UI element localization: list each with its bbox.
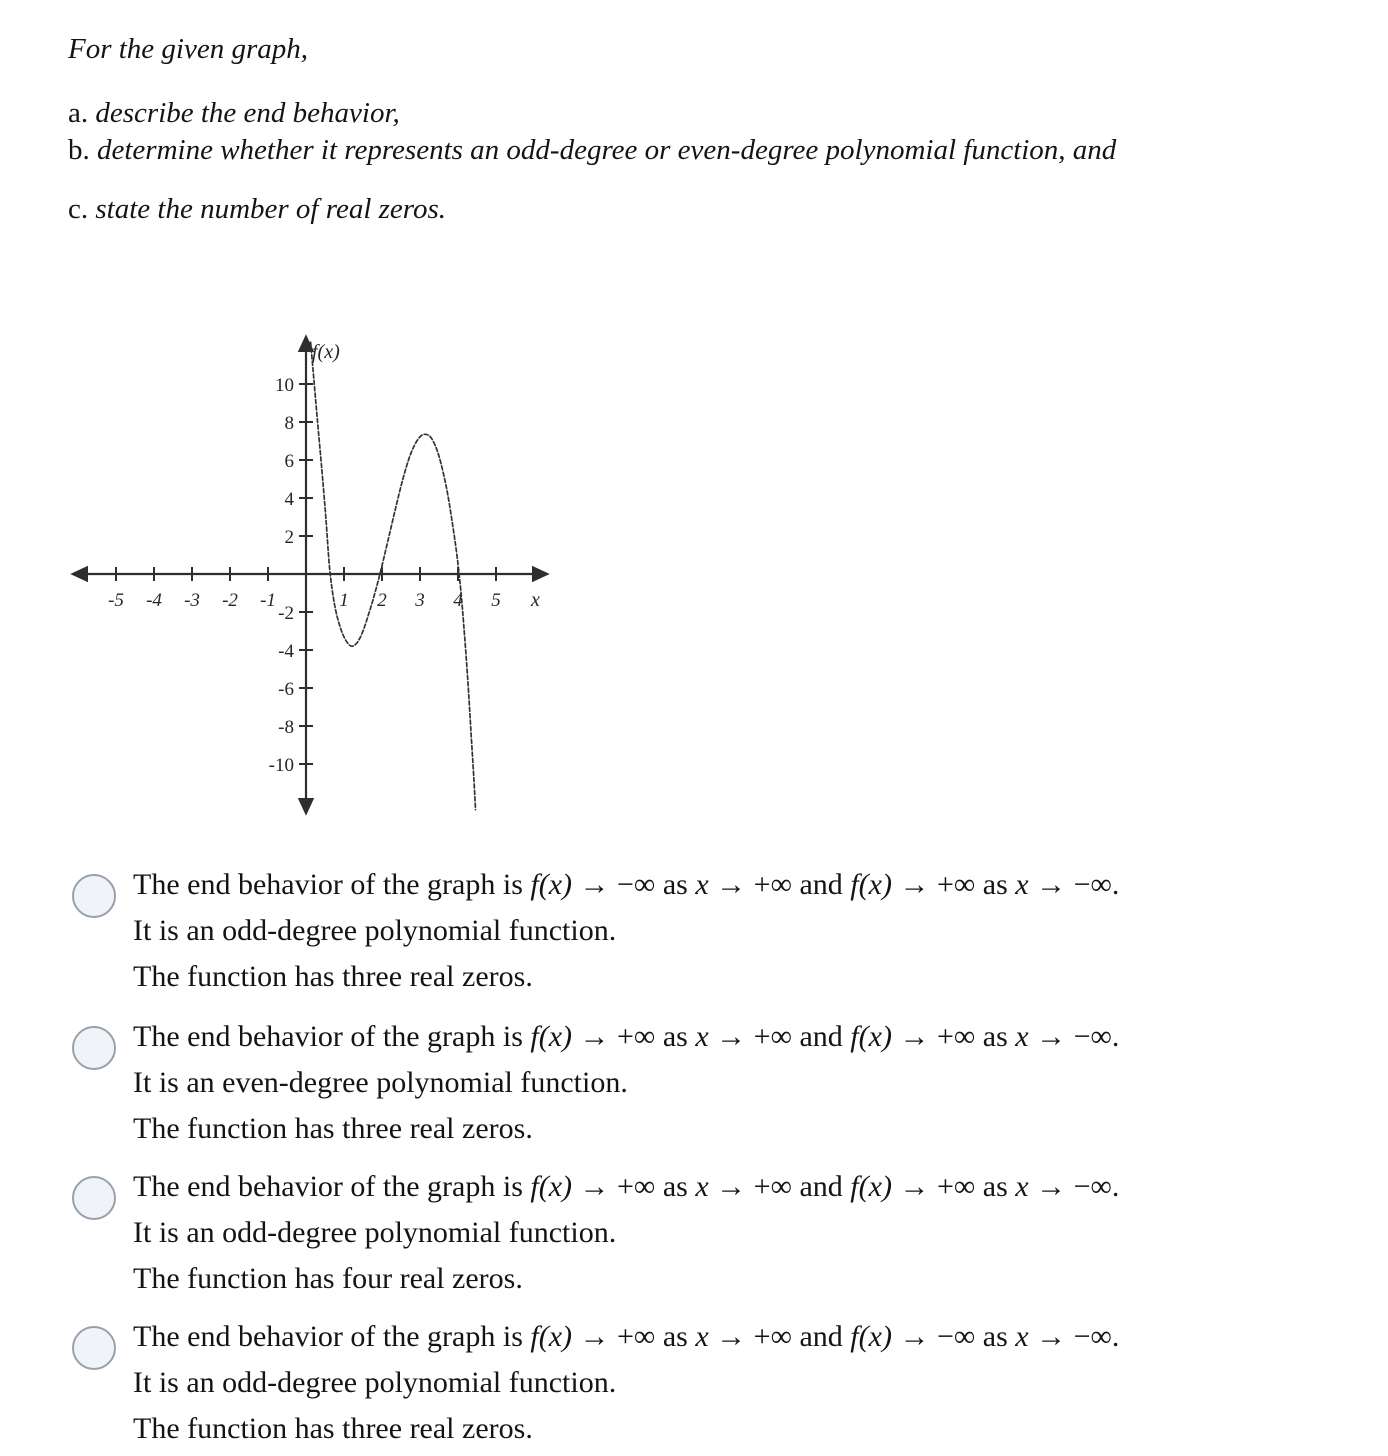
x-tick-label: 4 — [453, 590, 463, 611]
y-tick-label: -10 — [268, 755, 294, 776]
item-prefix: c. — [68, 193, 89, 225]
item-text: determine whether it represents an odd-degree or even-degree polynomial function, and — [97, 134, 1117, 166]
y-tick-label: 2 — [284, 527, 294, 548]
answer-option[interactable] — [72, 1014, 1119, 1152]
text-fragment: and — [799, 1020, 843, 1053]
text-fragment: +∞ — [617, 1020, 656, 1053]
text-fragment: +∞ — [617, 1170, 656, 1203]
y-tick-label: -2 — [278, 603, 294, 624]
text-fragment: and — [799, 868, 843, 901]
end-behavior-line — [133, 1164, 1119, 1210]
text-fragment: as — [662, 1320, 688, 1353]
text-fragment: as — [982, 868, 1008, 901]
math-symbol: x — [1015, 1320, 1029, 1353]
item-prefix: b. — [68, 134, 90, 166]
y-axis-label: f(x) — [312, 341, 340, 363]
text-fragment: +∞ — [753, 1020, 792, 1053]
math-symbol: f(x) — [530, 1170, 573, 1203]
math-symbol: x — [695, 868, 709, 901]
question-intro: For the given graph, — [68, 33, 309, 65]
math-symbol: x — [695, 1170, 709, 1203]
text-fragment: → — [899, 1320, 930, 1353]
zeros-line: The function has three real zeros. — [133, 960, 533, 993]
text-fragment: +∞ — [936, 1170, 976, 1203]
radio-button[interactable] — [72, 874, 116, 918]
y-tick-label: 8 — [284, 413, 294, 434]
y-tick-label: 6 — [284, 451, 294, 472]
text-fragment: → — [899, 1170, 930, 1203]
text-fragment: as — [662, 1020, 688, 1053]
question-item-c — [68, 193, 446, 226]
degree-line: It is an even-degree polynomial function. — [133, 1066, 628, 1099]
zeros-line: The function has three real zeros. — [133, 1412, 533, 1445]
text-fragment: → — [579, 1020, 610, 1053]
text-fragment: → — [899, 1020, 930, 1053]
math-symbol: f(x) — [530, 868, 573, 901]
answer-option[interactable] — [72, 1314, 1119, 1452]
y-tick-label: 10 — [275, 375, 294, 396]
math-symbol: f(x) — [850, 1320, 892, 1353]
math-symbol: f(x) — [850, 1020, 892, 1053]
radio-button[interactable] — [72, 1326, 116, 1370]
text-fragment: as — [662, 1170, 688, 1203]
zeros-line: The function has four real zeros. — [133, 1262, 523, 1295]
option-text — [133, 1314, 1119, 1452]
text-fragment: +∞ — [936, 868, 976, 901]
option-text — [133, 862, 1119, 1000]
zeros-line: The function has three real zeros. — [133, 1112, 533, 1145]
text-fragment: The end behavior of the graph is — [133, 1020, 523, 1053]
text-fragment: . — [1111, 1170, 1120, 1203]
text-fragment: +∞ — [753, 868, 792, 901]
end-behavior-line — [133, 1014, 1119, 1060]
text-fragment: → — [579, 1320, 610, 1353]
end-behavior-line — [133, 1314, 1119, 1360]
x-tick-label: -5 — [108, 590, 124, 611]
text-fragment: → — [716, 1020, 747, 1053]
text-fragment: → — [1036, 1170, 1067, 1203]
text-fragment: → — [579, 868, 610, 901]
text-fragment: +∞ — [617, 1320, 656, 1353]
x-axis-label: x — [531, 589, 540, 611]
radio-button[interactable] — [72, 1176, 116, 1220]
text-fragment: +∞ — [936, 1020, 976, 1053]
x-tick-label: 3 — [415, 590, 425, 611]
text-fragment: . — [1111, 1320, 1120, 1353]
text-fragment: and — [799, 1320, 843, 1353]
text-fragment: → — [1036, 1320, 1067, 1353]
math-symbol: f(x) — [530, 1320, 573, 1353]
degree-line: It is an odd-degree polynomial function. — [133, 914, 617, 947]
x-tick-label: 2 — [377, 590, 387, 611]
radio-button[interactable] — [72, 1026, 116, 1070]
text-fragment: as — [982, 1320, 1008, 1353]
text-fragment: . — [1111, 1020, 1120, 1053]
answer-option[interactable] — [72, 1164, 1119, 1302]
math-symbol: x — [1015, 868, 1029, 901]
math-symbol: f(x) — [850, 868, 892, 901]
math-symbol: x — [1015, 1020, 1029, 1053]
question-item-a — [68, 97, 400, 130]
answer-option[interactable] — [72, 862, 1119, 1000]
question-item-b — [68, 134, 1116, 167]
text-fragment: −∞ — [936, 1320, 976, 1353]
text-fragment: and — [799, 1170, 843, 1203]
text-fragment: −∞ — [1073, 1170, 1112, 1203]
text-fragment: as — [662, 868, 688, 901]
text-fragment: → — [1036, 1020, 1067, 1053]
text-fragment: → — [1036, 868, 1067, 901]
math-symbol: x — [695, 1320, 709, 1353]
polynomial-graph — [60, 312, 560, 827]
text-fragment: → — [716, 1320, 747, 1353]
text-fragment: as — [982, 1170, 1008, 1203]
math-symbol: f(x) — [530, 1020, 573, 1053]
text-fragment: as — [982, 1020, 1008, 1053]
math-symbol: f(x) — [850, 1170, 892, 1203]
option-text — [133, 1164, 1119, 1302]
text-fragment: The end behavior of the graph is — [133, 1320, 523, 1353]
degree-line: It is an odd-degree polynomial function. — [133, 1366, 617, 1399]
text-fragment: → — [579, 1170, 610, 1203]
option-text — [133, 1014, 1119, 1152]
function-curve — [311, 342, 476, 809]
text-fragment: . — [1111, 868, 1120, 901]
text-fragment: The end behavior of the graph is — [133, 1170, 523, 1203]
item-text: describe the end behavior, — [95, 97, 400, 129]
text-fragment: → — [899, 868, 930, 901]
text-fragment: −∞ — [1073, 1020, 1112, 1053]
x-tick-label: -3 — [184, 590, 200, 611]
x-tick-label: -2 — [222, 590, 238, 611]
text-fragment: +∞ — [753, 1170, 792, 1203]
text-fragment: → — [716, 868, 747, 901]
math-symbol: x — [1015, 1170, 1029, 1203]
end-behavior-line — [133, 862, 1119, 908]
text-fragment: → — [716, 1170, 747, 1203]
y-tick-label: -6 — [278, 679, 294, 700]
degree-line: It is an odd-degree polynomial function. — [133, 1216, 617, 1249]
text-fragment: −∞ — [1073, 868, 1112, 901]
x-tick-label: -4 — [146, 590, 162, 611]
item-prefix: a. — [68, 97, 89, 129]
text-fragment: +∞ — [753, 1320, 792, 1353]
x-tick-label: 5 — [491, 590, 501, 611]
y-tick-label: -8 — [278, 717, 294, 738]
text-fragment: −∞ — [1073, 1320, 1112, 1353]
y-tick-label: -4 — [278, 641, 294, 662]
math-symbol: x — [695, 1020, 709, 1053]
item-text: state the number of real zeros. — [95, 193, 447, 225]
x-tick-label: 1 — [339, 590, 349, 611]
text-fragment: The end behavior of the graph is — [133, 868, 523, 901]
y-tick-label: 4 — [284, 489, 294, 510]
x-tick-label: -1 — [260, 590, 276, 611]
text-fragment: −∞ — [617, 868, 656, 901]
